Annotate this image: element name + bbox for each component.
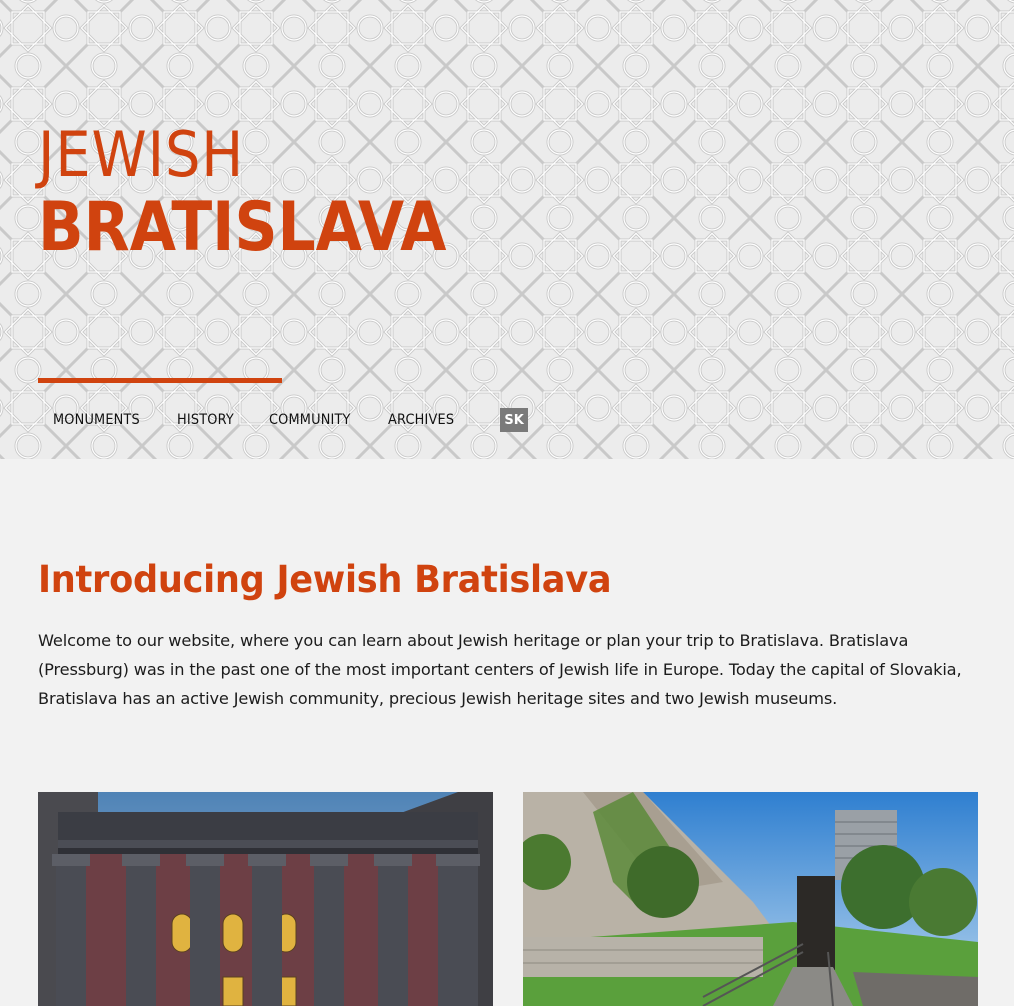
nav-item-history[interactable]: HISTORY — [177, 412, 235, 428]
brand-line-jewish: JEWISH — [38, 118, 245, 191]
nav-item-community[interactable]: COMMUNITY — [269, 412, 351, 428]
brand-underline — [38, 378, 282, 383]
site-header — [0, 0, 1014, 459]
intro-paragraph: Welcome to our website, where you can learn about Jewish heritage or plan your trip to Bratislava. Bratislava (Pressburg) was in the past one of the most important centers of Jewish life in Europe. Today the capital of Slovakia, Bratislava has an active Jewish community, precious Jewish heritage sites and two Jewish museums. — [38, 631, 962, 708]
main-nav — [53, 408, 528, 432]
brand-line-bratislava: BRATISLAVA — [38, 188, 447, 267]
synagogue-photo[interactable] — [38, 792, 493, 1006]
nav-item-archives[interactable]: ARCHIVES — [388, 412, 455, 428]
language-switch-button[interactable]: SK — [500, 408, 528, 432]
page-title: Introducing Jewish Bratislava — [38, 558, 612, 601]
nav-item-monuments[interactable]: MONUMENTS — [53, 412, 140, 428]
memorial-photo[interactable] — [523, 792, 978, 1006]
site-logo-link[interactable] — [38, 120, 502, 266]
memorial-illustration — [523, 792, 978, 1006]
synagogue-illustration — [38, 792, 493, 1006]
